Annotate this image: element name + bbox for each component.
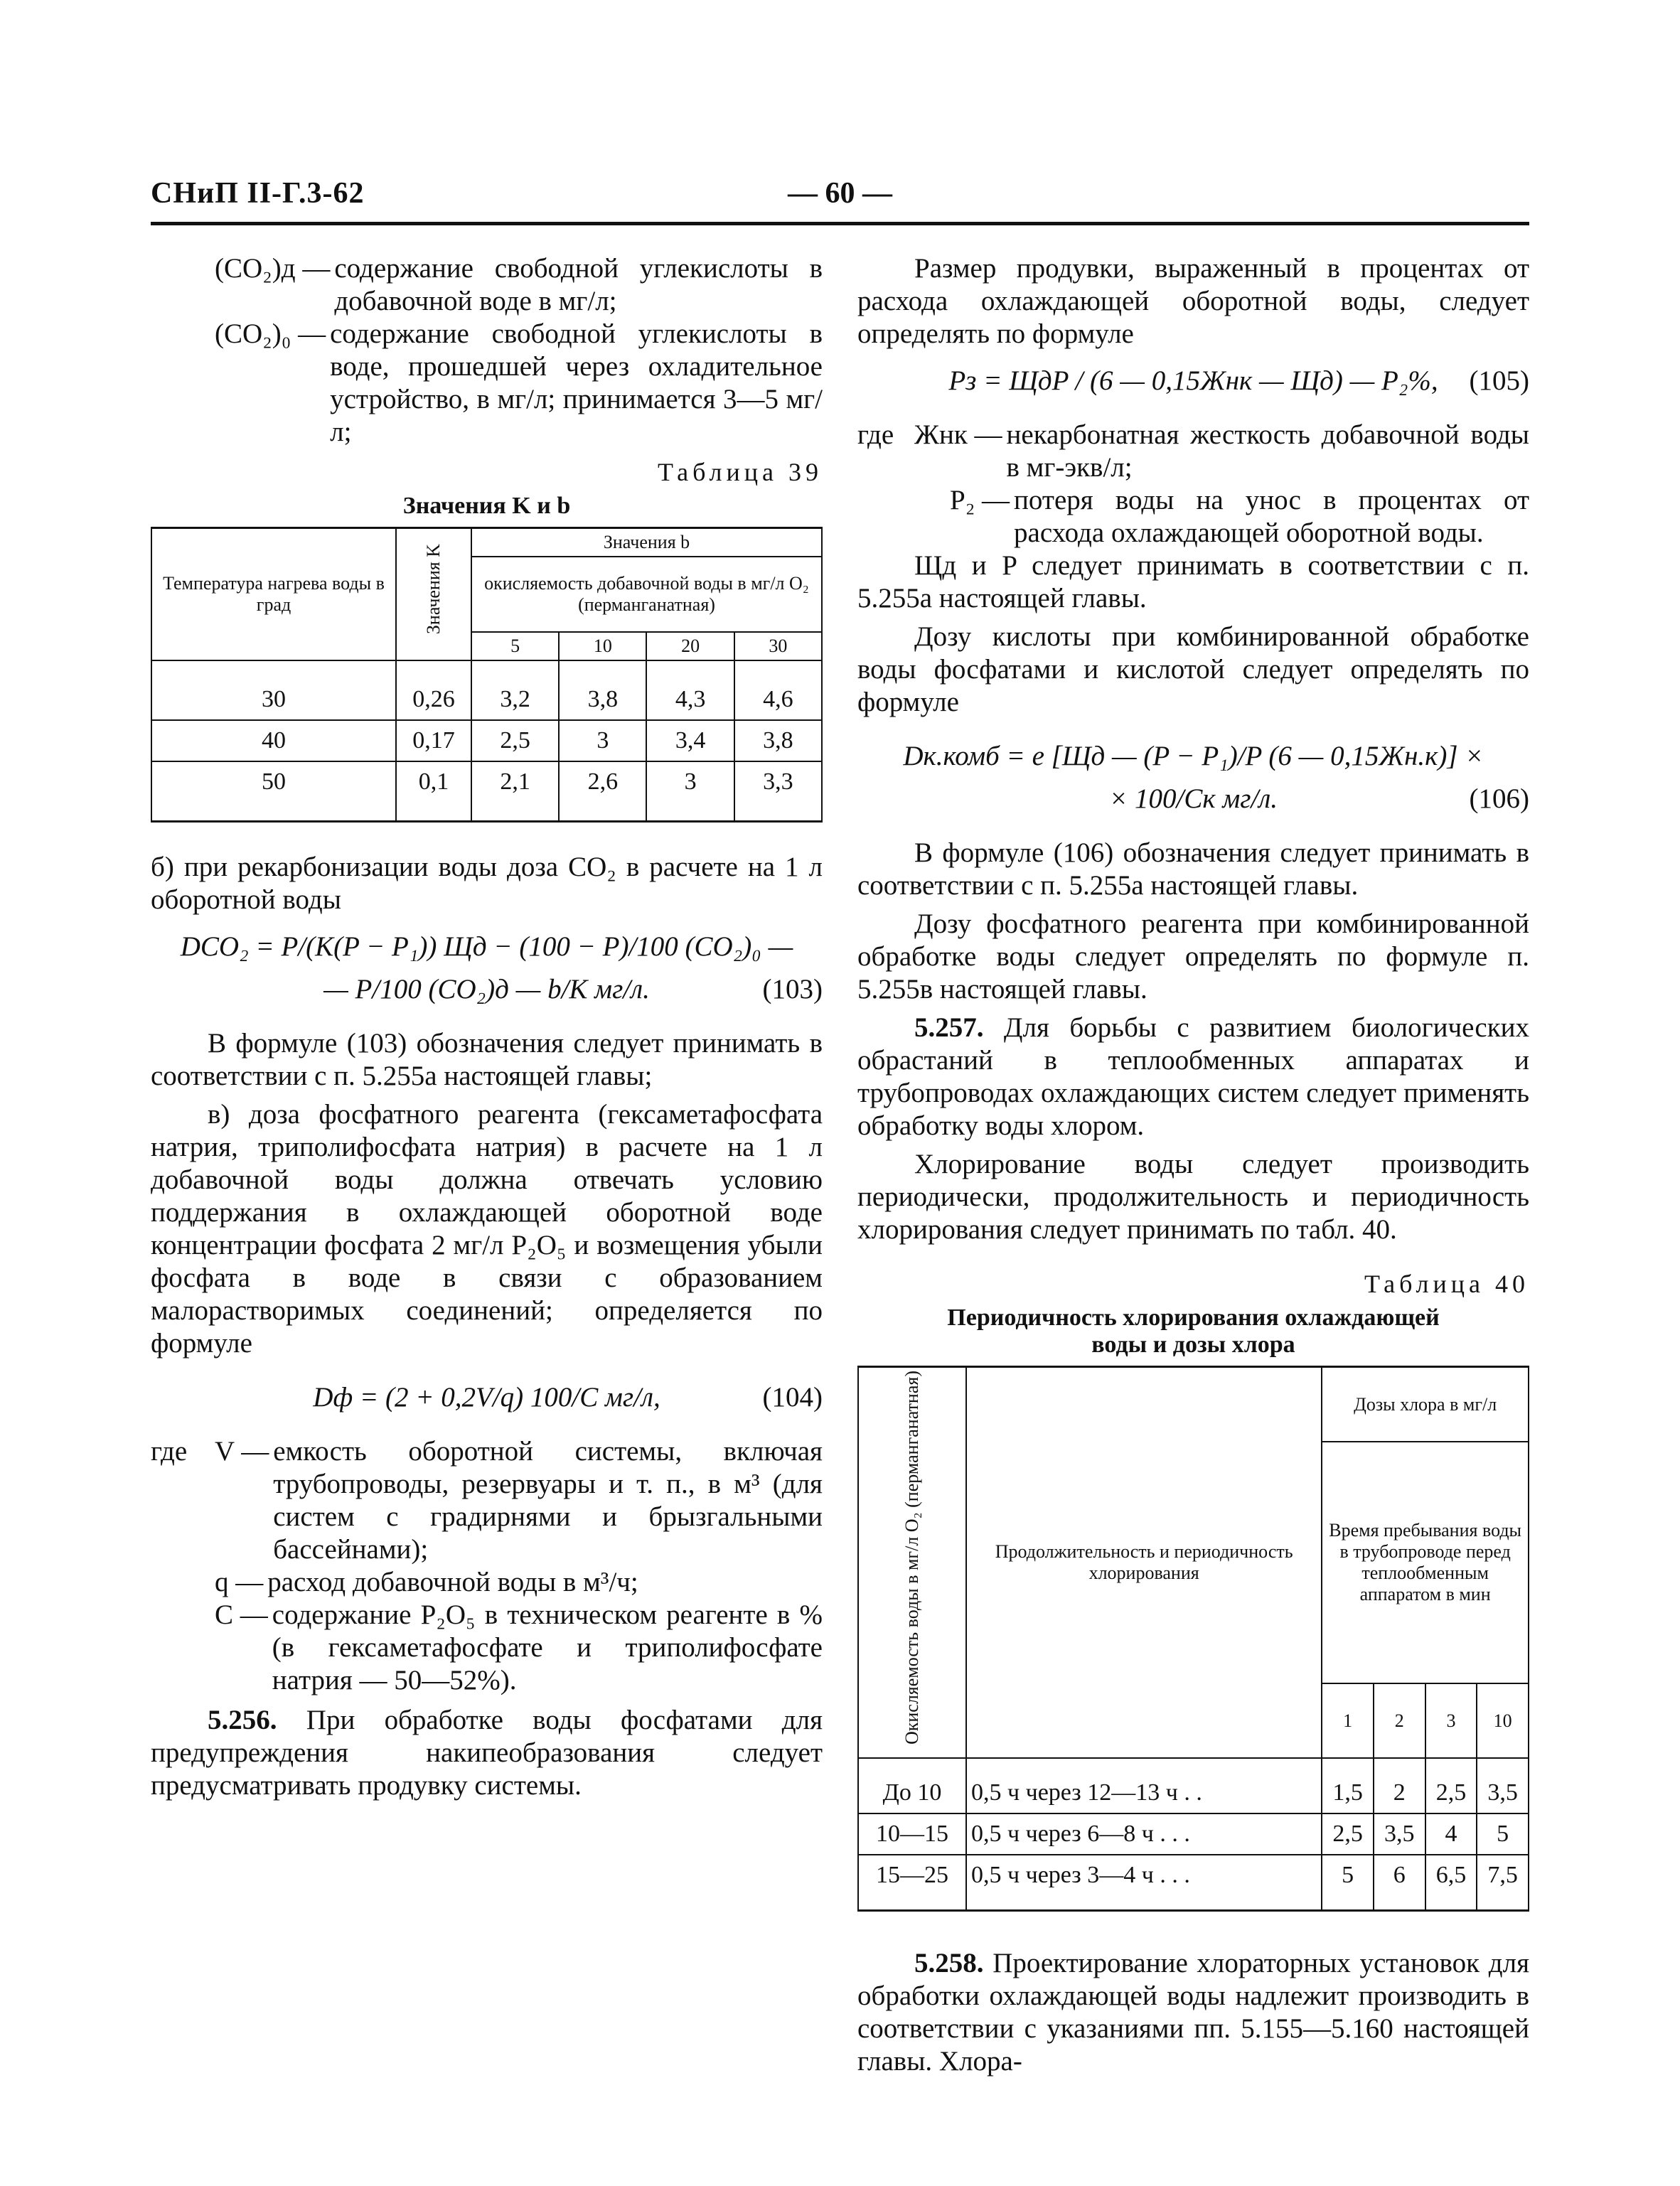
definitions-top xyxy=(151,252,823,449)
formula-105 xyxy=(857,365,1529,397)
table-cell: 6,5 xyxy=(1425,1855,1477,1911)
table-39-header-b-sub: окисляемость добавочной воды в мг/л O₂ (перманганатная) xyxy=(471,557,822,632)
table-row xyxy=(151,761,822,822)
table-40-header-dose-sub: Время пребывания воды в трубопроводе перед теплообменным аппаратом в мин xyxy=(1322,1442,1529,1683)
formula-104-text: Dф = (2 + 0,2V/q) 100/C мг/л, xyxy=(313,1382,660,1413)
paragraph-5258 xyxy=(857,1947,1529,2078)
table-cell: 3 xyxy=(559,720,646,761)
definition-text: содержание свободной углекислоты в добавочной воде в мг/л; xyxy=(334,253,823,316)
table-row xyxy=(151,720,822,761)
table-row xyxy=(858,1855,1529,1911)
table-39-b-col: 5 xyxy=(471,632,559,660)
section-number: 5.257. xyxy=(914,1012,984,1043)
table-39-header-b: Значения b xyxy=(471,528,822,557)
formula-106-number: (106) xyxy=(1469,783,1529,814)
table-cell: 3 xyxy=(646,761,734,822)
table-cell: 40 xyxy=(151,720,396,761)
formula-103-number: (103) xyxy=(762,974,823,1004)
table-40-header-oxidability xyxy=(858,1367,966,1759)
table-cell: 6 xyxy=(1374,1855,1425,1911)
table-39 xyxy=(151,527,823,823)
table-row xyxy=(151,660,822,720)
table-40-header-oxidability-text: Окисляемость воды в мг/л O₂ (перманганатная) xyxy=(901,1371,922,1745)
definition-term: P₂ — xyxy=(950,485,1010,515)
definition-term: C — xyxy=(215,1600,268,1630)
table-cell: 2,1 xyxy=(471,761,559,822)
formula-106-line1 xyxy=(857,740,1529,773)
formula-103-line1 xyxy=(151,931,823,963)
table-40-dose-col: 10 xyxy=(1477,1683,1529,1758)
definition-item xyxy=(151,1435,823,1566)
definition-term: Жнк — xyxy=(914,419,1002,450)
definition-item xyxy=(857,484,1529,550)
formula-105-text: Pз = ЩдP / (6 — 0,15Жнк — Щд) — P₂%, xyxy=(948,365,1438,396)
section-number: 5.256. xyxy=(208,1705,277,1735)
page-number: — 60 — xyxy=(788,177,892,210)
table-cell: 2,5 xyxy=(471,720,559,761)
table-cell: 3,2 xyxy=(471,660,559,720)
formula-103-line2-text: — P/100 (CO₂)д — b/K мг/л. xyxy=(323,974,650,1004)
table-cell: 3,5 xyxy=(1477,1758,1529,1813)
table-40 xyxy=(857,1366,1529,1912)
table-cell: 2 xyxy=(1374,1758,1425,1813)
section-text: Проектирование хлораторных установок для обработки охлаждающей воды надлежит производить в соответствии с указаниями пп. 5.155—5.160 настоящей главы. Хлора- xyxy=(857,1948,1530,2077)
paragraph-v: в) доза фосфатного реагента (гексаметафосфата натрия, триполифосфата натрия) в расчете на 1 л добавочной воды должна отвечать условию поддержания в охлаждающей оборотной воде концентрации фосфата 2 мг/л P₂O₅ и возмещения убыли фосфата в воде в связи с образованием малорастворимых соединений; определяется по формуле xyxy=(151,1099,823,1359)
table-cell: 5 xyxy=(1477,1813,1529,1855)
table-39-b-col: 30 xyxy=(734,632,822,660)
definition-item xyxy=(857,419,1529,484)
paragraph-106-note: В формуле (106) обозначения следует принимать в соответствии с п. 5.255а настоящей главы. xyxy=(857,837,1529,901)
table-cell: 15—25 xyxy=(858,1855,966,1911)
definition-term: q — xyxy=(215,1567,264,1597)
definition-text: емкость оборотной системы, включая трубопроводы, резервуары и т. п., в м³ (для систем с градирнями и брызгальными бассейнами); xyxy=(273,1436,823,1565)
table-cell: 0,5 ч через 12—13 ч . . xyxy=(966,1758,1322,1813)
table-cell: 10—15 xyxy=(858,1813,966,1855)
formula-105-number: (105) xyxy=(1469,365,1529,396)
definition-text: потеря воды на унос в процентах от расхода охлаждающей оборотной воды. xyxy=(1014,485,1529,548)
definition-item xyxy=(151,318,823,449)
definition-term: V — xyxy=(215,1436,269,1467)
section-text: Для борьбы с развитием биологических обрастаний в теплообменных аппаратах и трубопроводах охлаждающих систем следует применять обработку воды хлором. xyxy=(857,1012,1530,1141)
table-39-b-col: 10 xyxy=(559,632,646,660)
table-cell: 3,4 xyxy=(646,720,734,761)
table-cell: 0,17 xyxy=(396,720,471,761)
definition-text: содержание свободной углекислоты в воде, прошедшей через охладительное устройство, в мг/л; принимается 3—5 мг/л; xyxy=(330,318,823,447)
table-40-header-dose: Дозы хлора в мг/л xyxy=(1322,1367,1529,1442)
definition-term: (CO₂)₀ — xyxy=(215,318,326,349)
table-cell: 2,5 xyxy=(1425,1758,1477,1813)
definitions-right xyxy=(857,419,1529,550)
definition-term: (CO₂)д — xyxy=(215,253,331,284)
table-cell: 3,3 xyxy=(734,761,822,822)
table-cell: 4 xyxy=(1425,1813,1477,1855)
definitions-bottom xyxy=(151,1435,823,1697)
table-cell: 2,6 xyxy=(559,761,646,822)
formula-103-line2 xyxy=(151,973,823,1006)
section-number: 5.258. xyxy=(914,1948,984,1979)
definition-item xyxy=(151,1599,823,1697)
table-cell: 3,8 xyxy=(559,660,646,720)
paragraph-acid: Дозу кислоты при комбинированной обработке воды фосфатами и кислотой следует определять по формуле xyxy=(857,621,1529,717)
formula-103-line1-text: DCO₂ = P/(K(P − P₁)) Щд − (100 − P)/100 (CO₂)₀ — xyxy=(180,931,793,962)
table-cell: 0,5 ч через 6—8 ч . . . xyxy=(966,1813,1322,1855)
table-39-header-k xyxy=(396,528,471,661)
formula-106-line2-text: × 100/Cк мг/л. xyxy=(1108,783,1278,814)
definition-lead: где xyxy=(857,419,894,450)
paragraph-blowdown: Размер продувки, выраженный в процентах от расхода охлаждающей оборотной воды, следует определять по формуле xyxy=(857,253,1529,349)
table-39-b-col: 20 xyxy=(646,632,734,660)
table-cell: 30 xyxy=(151,660,396,720)
table-39-header-temp: Температура нагрева воды в град xyxy=(151,528,396,661)
formula-106-line2 xyxy=(857,783,1529,815)
left-column xyxy=(151,252,823,1808)
paragraph-b: б) при рекарбонизации воды доза CO₂ в расчете на 1 л оборотной воды xyxy=(151,852,823,915)
paragraph-103-note: В формуле (103) обозначения следует принимать в соответствии с п. 5.255а настоящей главы; xyxy=(151,1028,823,1091)
table-40-title: Периодичность хлорирования охлаждающей воды и дозы хлора xyxy=(947,1304,1440,1358)
definition-text: некарбонатная жесткость добавочной воды в мг-экв/л; xyxy=(1006,419,1529,483)
table-cell: 2,5 xyxy=(1322,1813,1374,1855)
table-cell: 50 xyxy=(151,761,396,822)
table-40-dose-col: 1 xyxy=(1322,1683,1374,1758)
table-row xyxy=(858,1758,1529,1813)
formula-104 xyxy=(151,1381,823,1414)
definition-lead: где xyxy=(151,1436,188,1467)
table-cell: 0,1 xyxy=(396,761,471,822)
definition-text: содержание P₂O₅ в техническом реагенте в % (в гексаметафосфате и триполифосфате натрия — 50—52%). xyxy=(272,1600,823,1695)
table-40-header-duration: Продолжительность и периодичность хлорирования xyxy=(966,1367,1322,1759)
document-code: СНиП II-Г.3-62 xyxy=(151,177,365,210)
table-cell: 5 xyxy=(1322,1855,1374,1911)
table-cell: До 10 xyxy=(858,1758,966,1813)
right-column xyxy=(857,252,1529,2084)
table-39-label: Таблица 39 xyxy=(658,458,823,486)
table-39-header-k-text: Значения K xyxy=(423,544,444,635)
table-40-dose-col: 2 xyxy=(1374,1683,1425,1758)
table-cell: 3,5 xyxy=(1374,1813,1425,1855)
definition-item xyxy=(151,252,823,318)
table-cell: 3,8 xyxy=(734,720,822,761)
table-row xyxy=(858,1813,1529,1855)
paragraph-5257 xyxy=(857,1012,1529,1142)
table-cell: 0,26 xyxy=(396,660,471,720)
table-40-dose-col: 3 xyxy=(1425,1683,1477,1758)
paragraph-phosphate: Дозу фосфатного реагента при комбинированной обработке воды следует определять по формуле п. 5.255в настоящей главы. xyxy=(857,909,1529,1004)
paragraph-5256 xyxy=(151,1704,823,1802)
table-39-title: Значения K и b xyxy=(402,493,571,519)
table-40-label: Таблица 40 xyxy=(1364,1270,1529,1298)
definition-item xyxy=(151,1566,823,1599)
header-rule xyxy=(151,222,1529,225)
table-cell: 4,6 xyxy=(734,660,822,720)
table-cell: 0,5 ч через 3—4 ч . . . xyxy=(966,1855,1322,1911)
page-header xyxy=(151,176,1529,226)
table-cell: 1,5 xyxy=(1322,1758,1374,1813)
paragraph-chlorination: Хлорирование воды следует производить периодически, продолжительность и периодичность хлорирования следует принимать по табл. 40. xyxy=(857,1149,1529,1245)
formula-104-number: (104) xyxy=(762,1382,823,1413)
table-cell: 4,3 xyxy=(646,660,734,720)
paragraph-shch: Щд и P следует принимать в соответствии с п. 5.255а настоящей главы. xyxy=(857,550,1529,614)
section-text: При обработке воды фосфатами для предупреждения накипеобразования следует предусматривать продувку системы. xyxy=(151,1705,823,1801)
formula-106-line1-text: Dк.комб = e [Щд — (P − P₁)/P (6 — 0,15Жн.к)] × xyxy=(903,741,1484,771)
table-cell: 7,5 xyxy=(1477,1855,1529,1911)
definition-text: расход добавочной воды в м³/ч; xyxy=(267,1567,638,1597)
